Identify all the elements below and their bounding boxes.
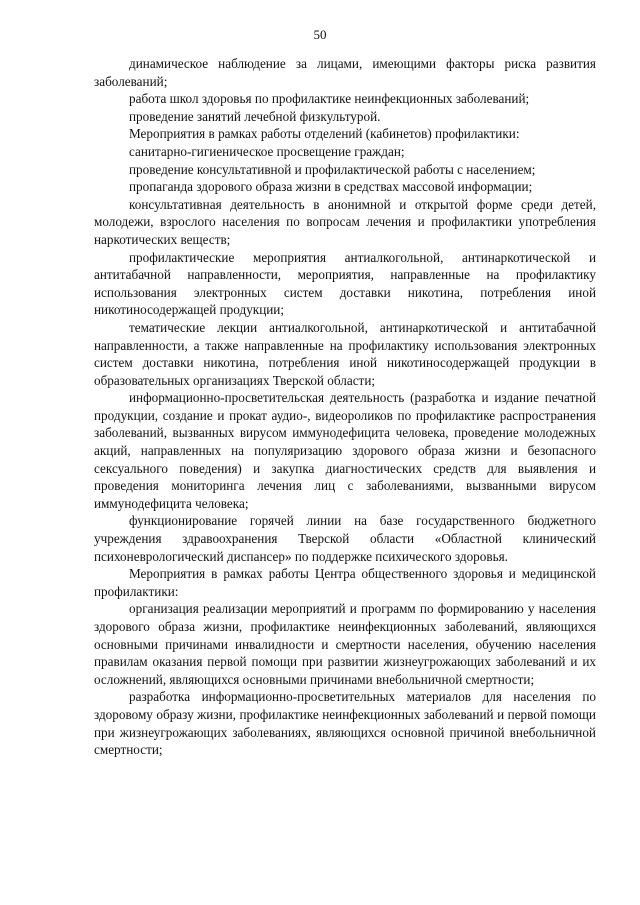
paragraph: работа школ здоровья по профилактике неинфекционных заболеваний;: [129, 91, 530, 107]
paragraph: тематические лекции антиалкогольной, антинаркотической и антитабачной направленности, а также направленные на профилактику использования электронных систем доставки никотина, потребления иной никотиносодержащей продукции в образовательных организациях Тверской области;: [94, 319, 596, 388]
paragraph: организация реализации мероприятий и программ по формированию у населения здорового образа жизни, профилактике неинфекционных заболеваний, являющихся основными причинами инвалидности и смертности населения, обучению населения правилам оказания первой помощи при развитии жизнеугрожающих заболеваний и их осложнений, являющихся основными причинами внебольничной смертности;: [94, 601, 596, 687]
paragraph: Мероприятия в рамках работы отделений (кабинетов) профилактики:: [129, 126, 520, 142]
paragraph: Мероприятия в рамках работы Центра общественного здоровья и медицинской профилактики:: [94, 566, 596, 599]
paragraph: профилактические мероприятия антиалкогольной, антинаркотической и антитабачной направленности, мероприятия, направленные на профилактику использования электронных систем доставки никотина, потребления иной никотиносодержащей продукции;: [94, 249, 596, 318]
paragraph: динамическое наблюдение за лицами, имеющими факторы риска развития заболеваний;: [94, 56, 596, 89]
paragraph: пропаганда здорового образа жизни в средствах массовой информации;: [129, 179, 533, 195]
paragraph: информационно-просветительская деятельность (разработка и издание печатной продукции, создание и прокат аудио-, видеороликов по профилактике распространения заболеваний, вызванных вирусом иммунодефицита человека, проведение молодежных акций, направленных на популяризацию здорового образа жизни и безопасного сексуального поведения) и закупка диагностических средств для выявления и проведения мониторинга лечения лиц с заболеваниями, вызванными вирусом иммунодефицита человека;: [94, 390, 596, 511]
paragraph: проведение занятий лечебной физкультурой.: [129, 108, 381, 124]
paragraph: санитарно-гигиеническое просвещение граждан;: [129, 143, 405, 159]
paragraph: функционирование горячей линии на базе государственного бюджетного учреждения здравоохранения Тверской области «Областной клинический психоневрологический диспансер» по поддержке психического здоровья.: [94, 513, 596, 564]
paragraph: консультативная деятельность в анонимной и открытой форме среди детей, молодежи, взрослого населения по вопросам лечения и профилактики употребления наркотических веществ;: [94, 196, 596, 247]
paragraph: разработка информационно-просветительных материалов для населения по здоровому образу жизни, профилактике неинфекционных заболеваний и первой помощи при жизнеугрожающих заболеваниях, являющихся основной причиной внебольничной смертности;: [94, 689, 596, 758]
page-number: 50: [313, 27, 327, 42]
paragraph: проведение консультативной и профилактической работы с населением;: [129, 161, 536, 177]
document-body: [94, 55, 596, 759]
